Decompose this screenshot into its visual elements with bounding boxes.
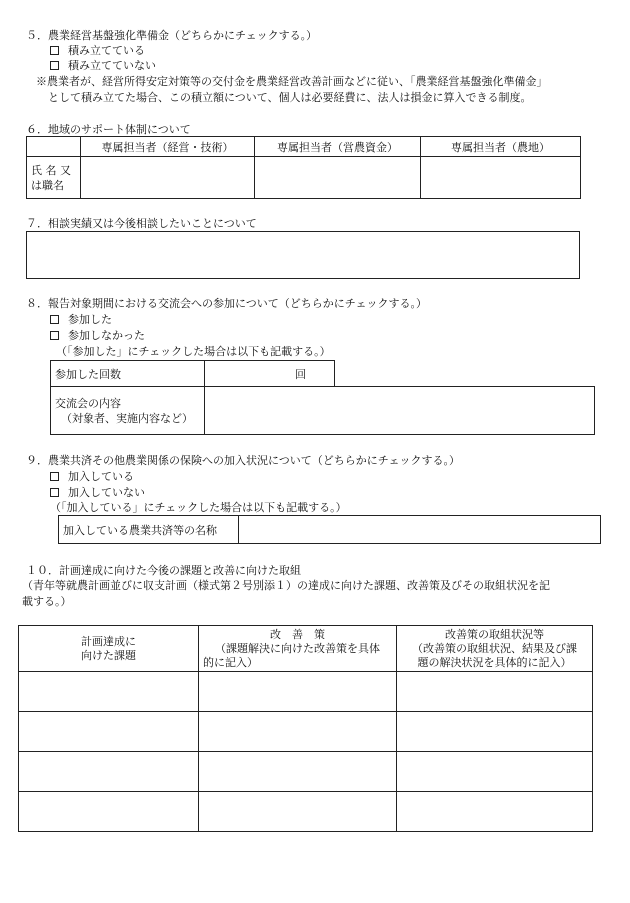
- content-label: [51, 387, 205, 435]
- event-content-table: [50, 386, 595, 435]
- issues-table: [18, 625, 593, 832]
- checkbox[interactable]: [50, 315, 59, 324]
- issue-cell[interactable]: [19, 792, 199, 832]
- measure-cell[interactable]: [199, 672, 397, 712]
- row-label-line-1: 氏 名 又: [31, 163, 71, 177]
- issue-cell[interactable]: [19, 712, 199, 752]
- participation-count-table: [50, 360, 335, 387]
- s5-option-1[interactable]: [50, 42, 145, 58]
- count-cell[interactable]: [205, 361, 335, 387]
- s8-option-2[interactable]: [50, 327, 145, 343]
- section9-title: ９．農業共済その他農業関係の保険への加入状況について（どちらかにチェックする。）: [26, 454, 460, 467]
- header-issues-line-2: 向けた課題: [81, 648, 136, 662]
- s5-option-1-label: 積み立てている: [68, 44, 145, 57]
- header-measures: [199, 626, 397, 672]
- section6-title: ６．地域のサポート体制について: [26, 123, 191, 136]
- insurance-table: [58, 515, 601, 544]
- table-row: [19, 672, 593, 712]
- measure-cell[interactable]: [199, 792, 397, 832]
- s8-option-2-label: 参加しなかった: [68, 329, 145, 342]
- s5-option-2[interactable]: [50, 57, 156, 73]
- table-row: [19, 752, 593, 792]
- s5-note-line-2: として積み立てた場合、この積立額について、個人は必要経費に、法人は損金に算入できる制度。: [48, 91, 532, 104]
- s9-option-1-label: 加入している: [68, 470, 134, 483]
- progress-cell[interactable]: [397, 672, 593, 712]
- progress-cell[interactable]: [397, 792, 593, 832]
- s8-option-1[interactable]: [50, 311, 112, 327]
- s9-option-2-label: 加入していない: [68, 486, 145, 499]
- content-label-line-2: （対象者、実施内容など）: [61, 411, 193, 425]
- name-cell-farmland[interactable]: [421, 157, 581, 199]
- s10-description-line-2: 載する。）: [22, 595, 72, 608]
- support-table-corner: [27, 137, 81, 157]
- content-cell[interactable]: [205, 387, 595, 435]
- section10-title: １０．計画達成に向けた今後の課題と改善に向けた取組: [26, 564, 301, 577]
- header-measures-line-1: 改 善 策: [270, 627, 325, 641]
- col-header-funding: 専属担当者（営農資金）: [255, 137, 421, 157]
- header-progress-line-3: 題の解決状況を具体的に記入）: [417, 655, 572, 669]
- content-label-line-1: 交流会の内容: [55, 396, 121, 410]
- count-label: 参加した回数: [51, 361, 205, 387]
- insurance-name-cell[interactable]: [239, 516, 601, 544]
- header-measures-line-2: （課題解決に向けた改善策を具体: [215, 641, 380, 655]
- checkbox[interactable]: [50, 488, 59, 497]
- support-table: [26, 136, 581, 199]
- progress-cell[interactable]: [397, 752, 593, 792]
- issue-cell[interactable]: [19, 752, 199, 792]
- issue-cell[interactable]: [19, 672, 199, 712]
- s9-option-2[interactable]: [50, 484, 145, 500]
- table-row: [19, 712, 593, 752]
- measure-cell[interactable]: [199, 712, 397, 752]
- consultation-input-box[interactable]: [26, 231, 580, 279]
- table-row: [19, 792, 593, 832]
- header-progress-line-1: 改善策の取組状況等: [445, 627, 544, 641]
- name-cell-management[interactable]: [81, 157, 255, 199]
- header-measures-line-3: 的に記入）: [203, 655, 258, 669]
- s5-note-line-1: ※農業者が、経営所得安定対策等の交付金を農業経営改善計画などに従い、「農業経営基盤強化準備金」: [36, 75, 548, 88]
- header-issues: [19, 626, 199, 672]
- header-progress-line-2: （改善策の取組状況、結果及び課: [412, 641, 577, 655]
- s8-option-1-label: 参加した: [68, 313, 112, 326]
- row-label-line-2: は職名: [31, 178, 64, 192]
- section7-title: ７．相談実績又は今後相談したいことについて: [26, 217, 257, 230]
- s8-instruction: （「参加した」にチェックした場合は以下も記載する。）: [56, 345, 331, 358]
- row-label-name: [27, 157, 81, 199]
- col-header-farmland: 専属担当者（農地）: [421, 137, 581, 157]
- section5-title: ５．農業経営基盤強化準備金（どちらかにチェックする。）: [26, 29, 318, 42]
- measure-cell[interactable]: [199, 752, 397, 792]
- insurance-name-label: 加入している農業共済等の名称: [59, 516, 239, 544]
- col-header-management: 専属担当者（経営・技術）: [81, 137, 255, 157]
- checkbox[interactable]: [50, 331, 59, 340]
- s9-option-1[interactable]: [50, 468, 134, 484]
- section8-title: ８．報告対象期間における交流会への参加について（どちらかにチェックする。）: [26, 297, 427, 310]
- header-progress: [397, 626, 593, 672]
- checkbox[interactable]: [50, 61, 59, 70]
- header-issues-line-1: 計画達成に: [81, 634, 136, 648]
- s5-option-2-label: 積み立てていない: [68, 59, 156, 72]
- progress-cell[interactable]: [397, 712, 593, 752]
- checkbox[interactable]: [50, 472, 59, 481]
- s9-instruction: （「加入している」にチェックした場合は以下も記載する。）: [50, 501, 347, 514]
- s10-description-line-1: （青年等就農計画並びに収支計画（様式第２号別添１）の達成に向けた課題、改善策及びその取組状況を記: [22, 579, 550, 592]
- name-cell-funding[interactable]: [255, 157, 421, 199]
- checkbox[interactable]: [50, 46, 59, 55]
- count-unit: 回: [295, 367, 306, 381]
